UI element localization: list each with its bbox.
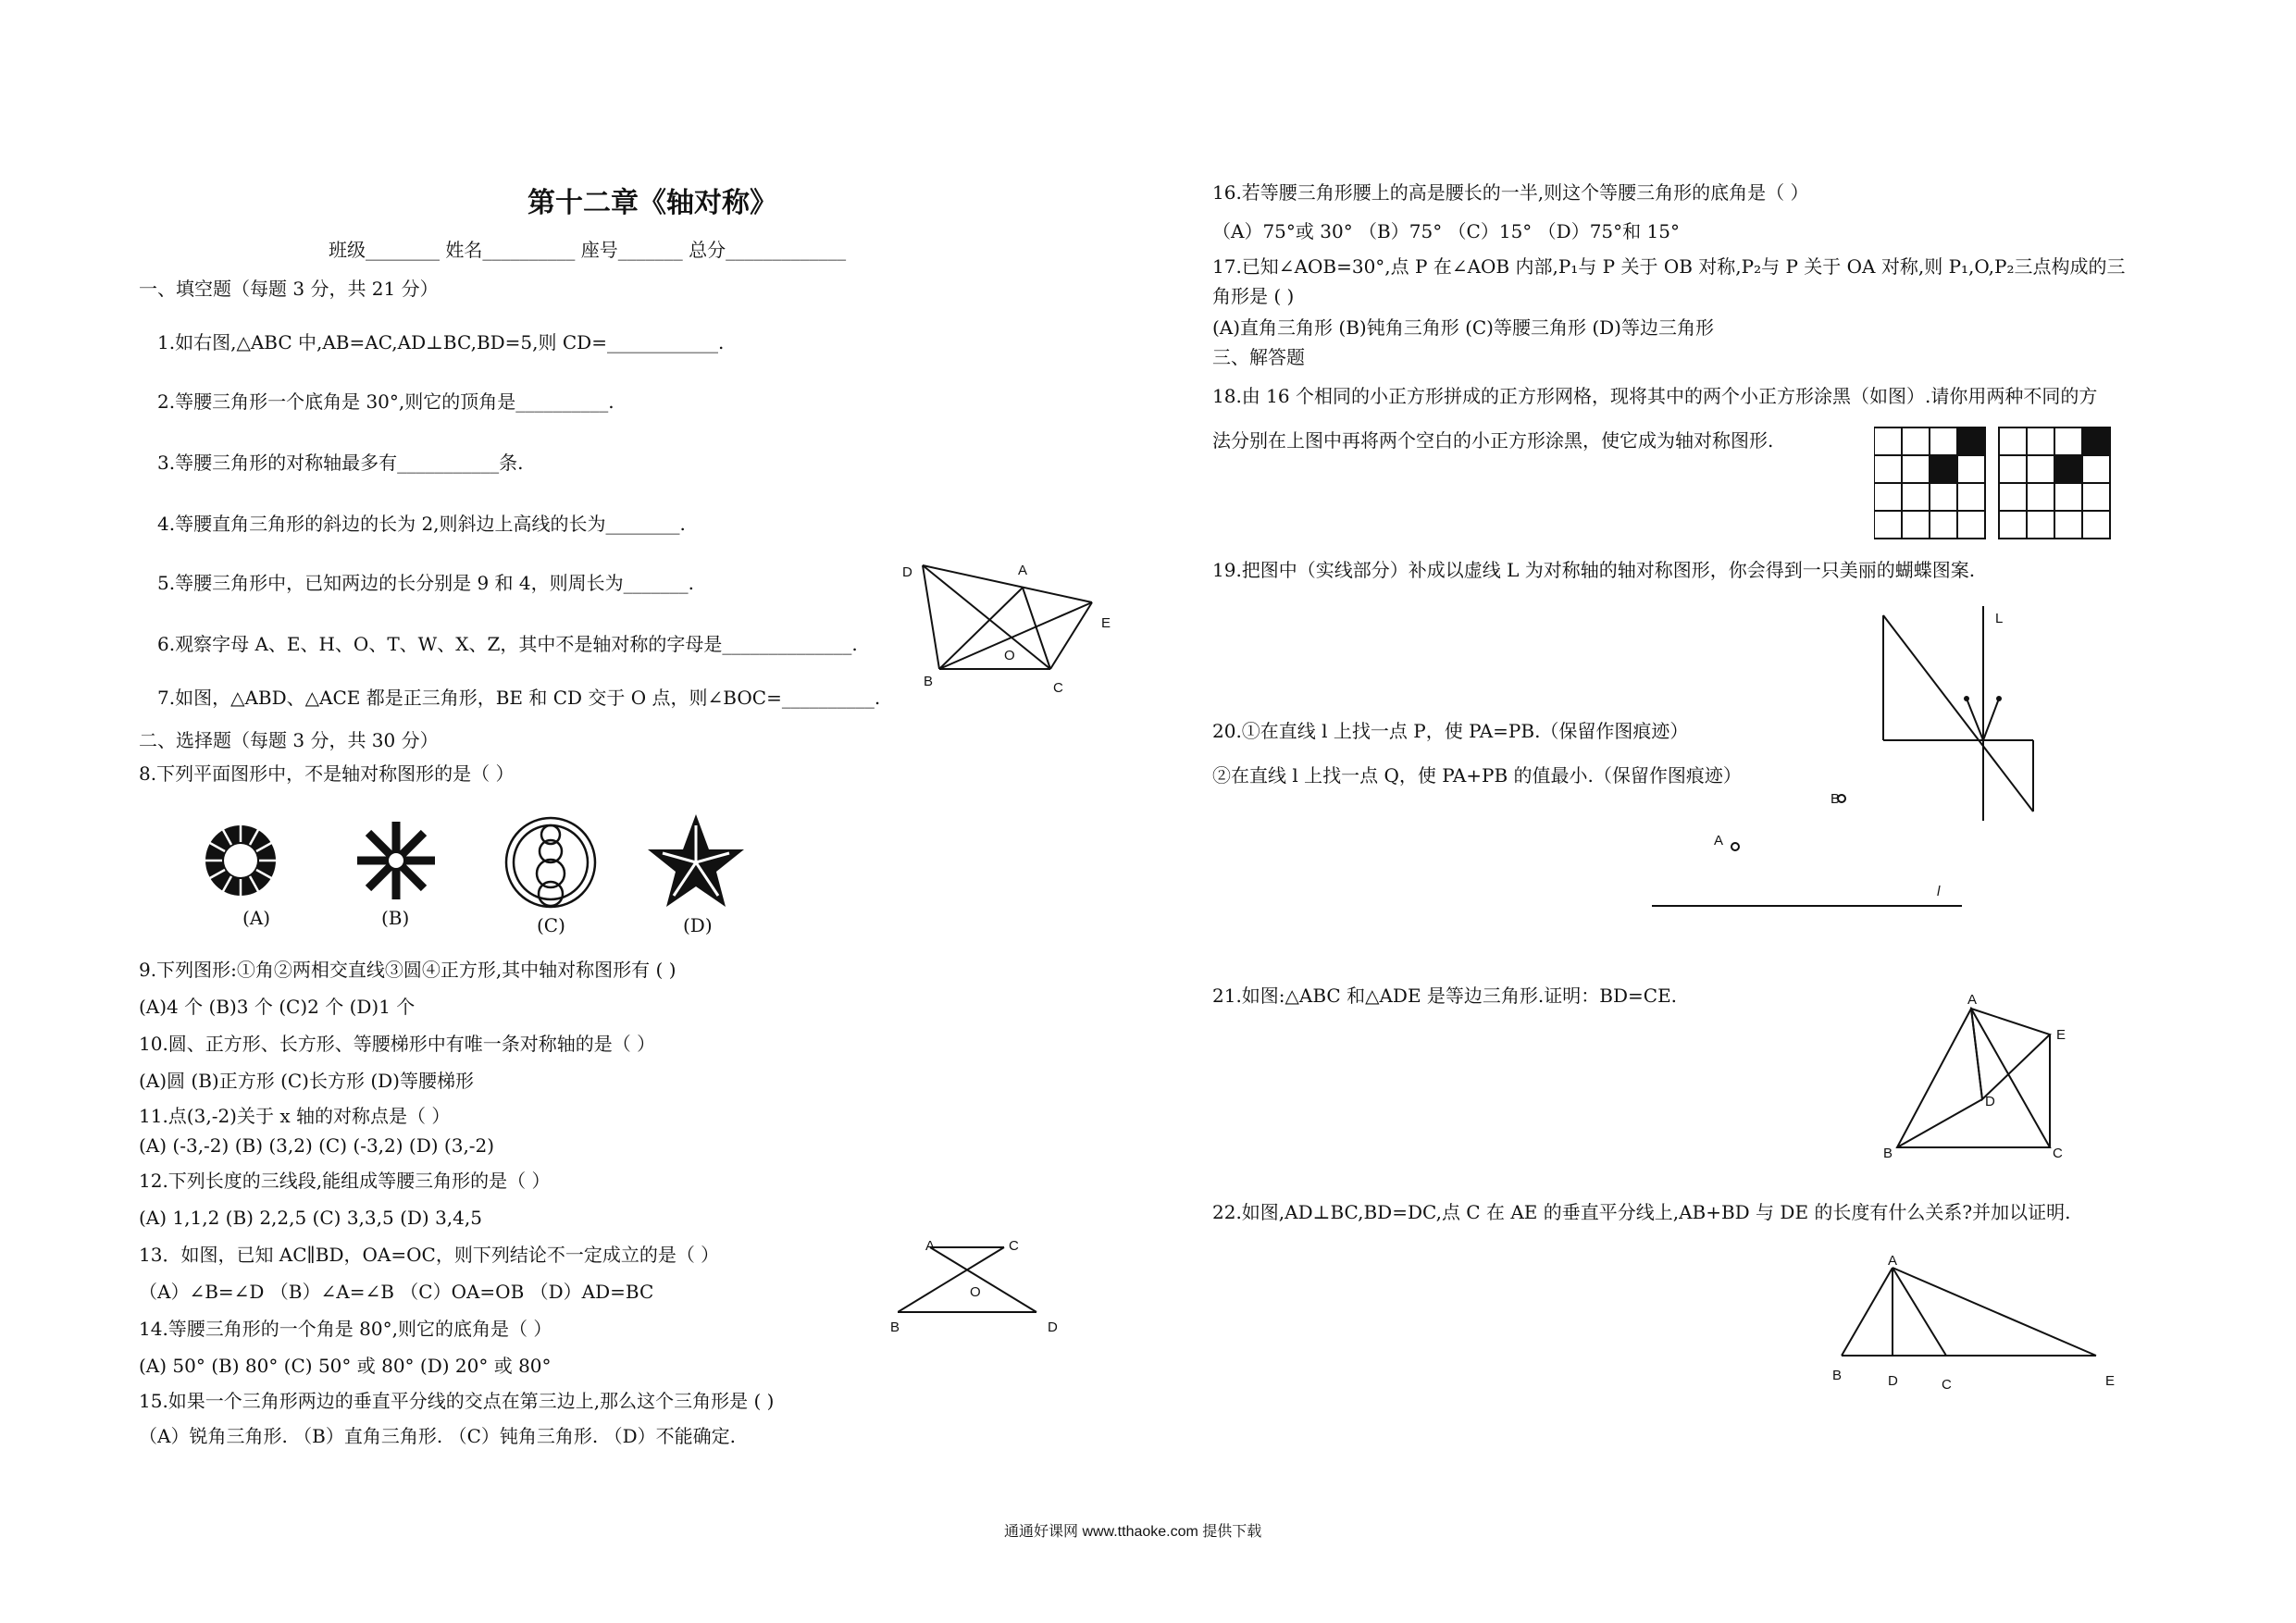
question-20-part2: ②在直线 l 上找一点 Q，使 PA+PB 的值最小.（保留作图痕迹） [1212, 764, 1742, 787]
question-13-options: （A）∠B=∠D （B）∠A=∠B （C）OA=OB （D）AD=BC [139, 1281, 654, 1303]
q7-label-b: B [924, 674, 934, 689]
question-6: 6.观察字母 A、E、H、O、T、W、X、Z，其中不是轴对称的字母是______________. [157, 633, 858, 655]
question-11: 11.点(3,-2)关于 x 轴的对称点是（ ） [139, 1105, 451, 1127]
asterisk-figure-b [357, 822, 435, 899]
q21-label-a: A [1967, 992, 1978, 1008]
question-18-line1: 18.由 16 个相同的小正方形拼成的正方形网格，现将其中的两个小正方形涂黑（如图）.请你用两种不同的方 [1212, 385, 2098, 407]
question-2: 2.等腰三角形一个底角是 30°,则它的顶角是__________. [157, 390, 614, 413]
q22-label-e: E [2105, 1373, 2116, 1389]
question-1: 1.如右图,△ABC 中,AB=AC,AD⊥BC,BD=5,则 CD=____________. [157, 331, 725, 353]
q13-figure [898, 1240, 1064, 1323]
q22-label-a: A [1888, 1253, 1898, 1269]
question-22: 22.如图,AD⊥BC,BD=DC,点 C 在 AE 的垂直平分线上,AB+BD 与 DE 的长度有什么关系?并加以证明. [1212, 1201, 2071, 1223]
question-16-options: （A）75°或 30° （B）75° （C）15° （D）75°和 15° [1212, 220, 1680, 242]
question-18-line2: 法分别在上图中再将两个空白的小正方形涂黑，使它成为轴对称图形. [1212, 429, 1774, 452]
q7-label-a: A [1018, 563, 1028, 578]
question-12-options: (A) 1,1,2 (B) 2,2,5 (C) 3,3,5 (D) 3,4,5 [139, 1207, 482, 1229]
student-info-fields: 班级________ 姓名__________ 座号_______ 总分_____________ [329, 239, 847, 261]
q20-label-a: A [1714, 833, 1724, 849]
q13-label-c: C [1009, 1238, 1019, 1254]
question-7: 7.如图，△ABD、△ACE 都是正三角形，BE 和 CD 交于 O 点，则∠BOC=__________. [157, 687, 881, 709]
q7-label-c: C [1053, 680, 1063, 696]
sunburst-figure-a [204, 824, 278, 898]
q22-label-b: B [1832, 1368, 1843, 1383]
q21-label-e: E [2056, 1027, 2066, 1043]
question-9: 9.下列图形:①角②两相交直线③圆④正方形,其中轴对称图形有 ( ) [139, 959, 676, 981]
q8-option-a: (A) [242, 907, 271, 929]
question-19: 19.把图中（实线部分）补成以虚线 L 为对称轴的轴对称图形，你会得到一只美丽的蝴蝶图案. [1212, 559, 1976, 581]
q8-option-b: (B) [381, 907, 410, 929]
grid-2 [1999, 427, 2110, 539]
question-5: 5.等腰三角形中，已知两边的长分别是 9 和 4，则周长为_______. [157, 572, 694, 594]
q7-label-e: E [1101, 615, 1111, 631]
question-16: 16.若等腰三角形腰上的高是腰长的一半,则这个等腰三角形的底角是（ ） [1212, 181, 1809, 204]
q21-label-d: D [1985, 1094, 1995, 1109]
question-12: 12.下列长度的三线段,能组成等腰三角形的是（ ） [139, 1170, 551, 1192]
q7-label-d: D [902, 564, 912, 580]
q7-label-o: O [1004, 648, 1015, 663]
question-21: 21.如图:△ABC 和△ADE 是等边三角形.证明：BD=CE. [1212, 985, 1678, 1007]
q13-label-a: A [925, 1238, 936, 1254]
footer-source: 通通好课网 www.tthaoke.com 提供下载 [1004, 1524, 1262, 1540]
question-17-line2: 角形是 ( ) [1212, 285, 1295, 307]
question-15-options: （A）锐角三角形. （B）直角三角形. （C）钝角三角形. （D）不能确定. [139, 1425, 736, 1447]
question-13: 13．如图，已知 AC∥BD，OA=OC，则下列结论不一定成立的是（ ） [139, 1244, 720, 1266]
question-10: 10.圆、正方形、长方形、等腰梯形中有唯一条对称轴的是（ ） [139, 1033, 656, 1055]
q22-label-c: C [1942, 1377, 1952, 1393]
question-10-options: (A)圆 (B)正方形 (C)长方形 (D)等腰梯形 [139, 1070, 474, 1092]
q22-label-d: D [1888, 1373, 1898, 1389]
question-17-options: (A)直角三角形 (B)钝角三角形 (C)等腰三角形 (D)等边三角形 [1212, 316, 1714, 339]
section-solutions: 三、解答题 [1212, 346, 1305, 368]
q20-label-b: B [1831, 791, 1841, 807]
q8-figures [194, 805, 768, 935]
question-14-options: (A) 50° (B) 80° (C) 50° 或 80° (D) 20° 或 80° [139, 1355, 552, 1377]
q13-label-o: O [970, 1284, 981, 1300]
page-title: 第十二章《轴对称》 [527, 187, 777, 219]
pinwheel-figure-d [648, 814, 744, 907]
section-multiple-choice: 二、选择题（每题 3 分，共 30 分） [139, 729, 439, 751]
q8-option-d: (D) [683, 914, 713, 936]
question-8: 8.下列平面图形中，不是轴对称图形的是（ ） [139, 762, 515, 785]
q21-figure [1879, 999, 2064, 1157]
section-fill-blank: 一、填空题（每题 3 分，共 21 分） [139, 278, 439, 300]
question-9-options: (A)4 个 (B)3 个 (C)2 个 (D)1 个 [139, 996, 416, 1018]
question-20-part1: 20.①在直线 l 上找一点 P，使 PA=PB.（保留作图痕迹） [1212, 720, 1689, 742]
q19-label-l: L [1995, 611, 2004, 626]
q8-option-c: (C) [537, 914, 565, 936]
circles-figure-c [506, 818, 595, 907]
q7-figure [912, 560, 1115, 689]
q21-label-b: B [1883, 1146, 1893, 1161]
question-14: 14.等腰三角形的一个角是 80°,则它的底角是（ ） [139, 1318, 552, 1340]
q18-grids [1874, 426, 2115, 541]
question-4: 4.等腰直角三角形的斜边的长为 2,则斜边上高线的长为________. [157, 513, 686, 535]
q20-figure [1647, 791, 1971, 911]
question-11-options: (A) (-3,-2) (B) (3,2) (C) (-3,2) (D) (3,-2) [139, 1134, 495, 1157]
question-15: 15.如果一个三角形两边的垂直平分线的交点在第三边上,那么这个三角形是 ( ) [139, 1390, 775, 1412]
q13-label-d: D [1048, 1319, 1058, 1335]
q22-figure [1837, 1263, 2115, 1365]
grid-1 [1874, 427, 1985, 539]
q20-label-l: l [1937, 884, 1941, 899]
question-17-line1: 17.已知∠AOB=30°,点 P 在∠AOB 内部,P₁与 P 关于 OB 对称,P₂与 P 关于 OA 对称,则 P₁,O,P₂三点构成的三 [1212, 255, 2126, 278]
q21-label-c: C [2053, 1146, 2063, 1161]
question-3: 3.等腰三角形的对称轴最多有___________条. [157, 452, 524, 474]
q13-label-b: B [890, 1319, 900, 1335]
